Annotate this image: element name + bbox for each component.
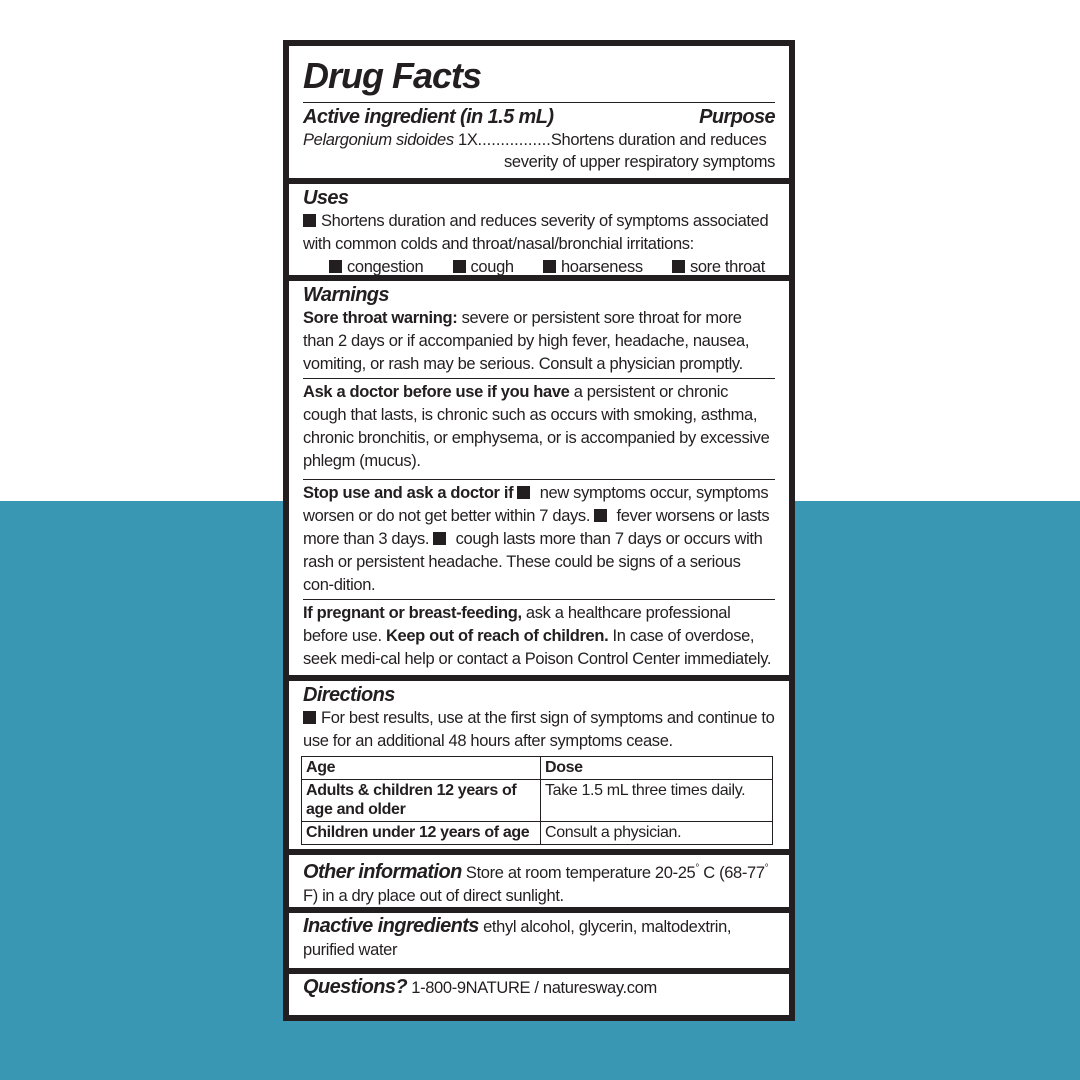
dosage-table <box>301 756 773 845</box>
ingredient-name: Pelargonium sidoides <box>303 131 454 149</box>
section-inactive-ingredients: Inactive ingredients ethyl alcohol, glycerin, maltodextrin, purified water <box>289 913 789 968</box>
pregnancy-warning: If pregnant or breast-feeding, ask a healthcare professional before use. Keep out of reach of children. In case of overdose, seek medi-cal help or contact a Poison Control Center immediately. <box>303 599 775 671</box>
keep-out-of-reach-warning: Keep out of reach of children. <box>385 627 609 645</box>
uses-list <box>303 256 775 279</box>
bullet-square-icon <box>453 260 466 273</box>
active-ingredient-line <box>303 129 775 151</box>
bullet-square-icon <box>303 711 316 724</box>
directions-heading: Directions <box>303 684 395 706</box>
uses-item: sore throat <box>672 256 765 279</box>
table-row <box>302 822 773 845</box>
other-information-heading: Other information <box>303 861 462 883</box>
age-cell: Adults & children 12 years of age and older <box>302 780 541 822</box>
section-active-ingredient <box>289 46 789 178</box>
active-ingredient-header <box>303 105 775 129</box>
drug-facts-panel <box>283 40 795 1021</box>
bullet-square-icon <box>543 260 556 273</box>
bullet-square-icon <box>594 509 607 522</box>
section-warnings <box>289 281 789 675</box>
section-uses <box>289 184 789 275</box>
table-row <box>302 780 773 822</box>
table-header-row <box>302 757 773 780</box>
sore-throat-warning: Sore throat warning: severe or persistent sore throat for more than 2 days or if accompanied by high fever, headache, nausea, vomiting, or rash may be serious. Consult a physician promptly. <box>303 309 750 373</box>
uses-heading: Uses <box>303 187 349 209</box>
inactive-ingredients-heading: Inactive ingredients <box>303 915 479 937</box>
active-ingredient-heading: Active ingredient (in 1.5 mL) <box>303 106 554 128</box>
warnings-heading: Warnings <box>303 284 389 306</box>
ask-doctor-warning: Ask a doctor before use if you have a persistent or chronic cough that lasts, is chronic such as occurs with smoking, asthma, chronic bronchitis, or emphysema, or is accompanied by excessive phlegm (mucus). <box>303 378 775 473</box>
uses-item: congestion <box>329 256 423 279</box>
section-questions <box>289 974 789 1015</box>
questions-heading: Questions? <box>303 976 408 998</box>
section-other-information: Other information Store at room temperature 20-25° C (68-77° F) in a dry place out of direct sunlight. <box>289 855 789 907</box>
uses-text: Shortens duration and reduces severity of symptoms associated with common colds and throat/nasal/bronchial irritations: <box>303 212 769 253</box>
bullet-square-icon <box>433 532 446 545</box>
leader-dots: ................ <box>477 131 551 149</box>
purpose-heading: Purpose <box>699 106 775 128</box>
section-directions <box>289 681 789 849</box>
dose-cell: Take 1.5 mL three times daily. <box>541 780 773 822</box>
bullet-square-icon <box>329 260 342 273</box>
bullet-square-icon <box>672 260 685 273</box>
contact-info: 1-800-9NATURE / naturesway.com <box>407 979 657 997</box>
drug-facts-title: Drug Facts <box>303 54 775 103</box>
directions-text: For best results, use at the first sign of symptoms and continue to use for an additional 48 hours after symptoms cease. <box>303 709 775 750</box>
ingredient-strength: 1X <box>458 131 478 149</box>
bullet-square-icon <box>517 486 530 499</box>
bullet-square-icon <box>303 214 316 227</box>
table-header-dose: Dose <box>541 757 773 780</box>
age-cell: Children under 12 years of age <box>302 822 541 845</box>
table-header-age: Age <box>302 757 541 780</box>
uses-item: cough <box>453 256 514 279</box>
purpose-line-2: severity of upper respiratory symptoms <box>504 153 775 171</box>
purpose-line-1: Shortens duration and reduces <box>550 131 767 149</box>
dose-cell: Consult a physician. <box>541 822 773 845</box>
uses-item: hoarseness <box>543 256 643 279</box>
stop-use-warning: Stop use and ask a doctor if new symptoms occur, symptoms worsen or do not get better within 7 days. fever worsens or lasts more than 3 days. cough lasts more than 7 days or occurs with rash or persistent headache. These could be signs of a serious con-dition. <box>303 479 775 597</box>
